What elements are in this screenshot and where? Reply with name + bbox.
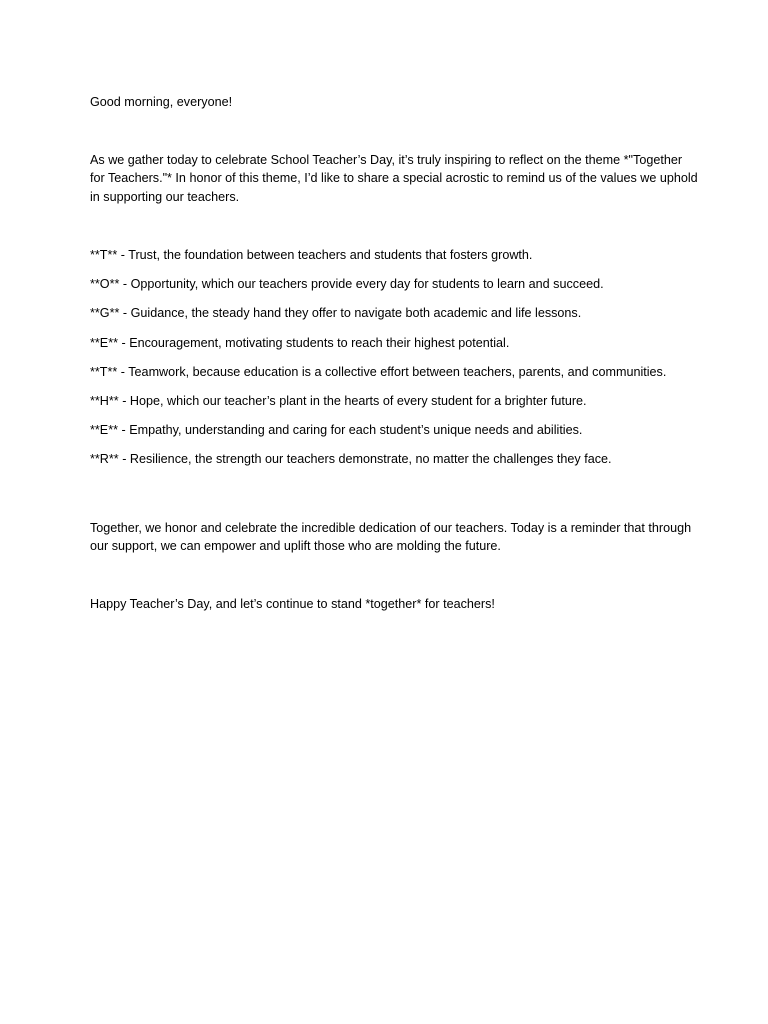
acrostic-line-t-teamwork: **T** - Teamwork, because education is a collective effort between teachers, parents, and communities. (90, 364, 667, 379)
acrostic-line-e-encouragement: **E** - Encouragement, motivating students to reach their highest potential. (90, 335, 510, 350)
document-body (90, 93, 700, 613)
signoff-paragraph: Happy Teacher’s Day, and let’s continue to stand *together* for teachers! (90, 596, 495, 611)
greeting-paragraph: Good morning, everyone! (90, 95, 233, 109)
acrostic-list (90, 246, 700, 480)
acrostic-line-r-resilience: **R** - Resilience, the strength our teachers demonstrate, no matter the challenges they face. (90, 452, 612, 467)
acrostic-line-h-hope: **H** - Hope, which our teacher’s plant in the hearts of every student for a brighter future. (90, 393, 587, 408)
acrostic-line-o-opportunity: **O** - Opportunity, which our teachers provide every day for students to learn and succeed. (90, 277, 604, 292)
acrostic-line-g-guidance: **G** - Guidance, the steady hand they offer to navigate both academic and life lessons. (90, 306, 582, 321)
acrostic-line-e-empathy: **E** - Empathy, understanding and caring for each student’s unique needs and abilities. (90, 423, 583, 438)
acrostic-line-t-trust: **T** - Trust, the foundation between teachers and students that fosters growth. (90, 248, 533, 262)
closing-paragraph: Together, we honor and celebrate the incredible dedication of our teachers. Today is a reminder that through our support, we can empower and uplift those who are molding the future. (90, 520, 692, 553)
intro-paragraph: As we gather today to celebrate School Teacher’s Day, it’s truly inspiring to reflect on the theme *"Together for Teachers."* In honor of this theme, I’d like to share a special acrostic to remind us of the values we uphold in supporting our teachers. (90, 152, 698, 204)
